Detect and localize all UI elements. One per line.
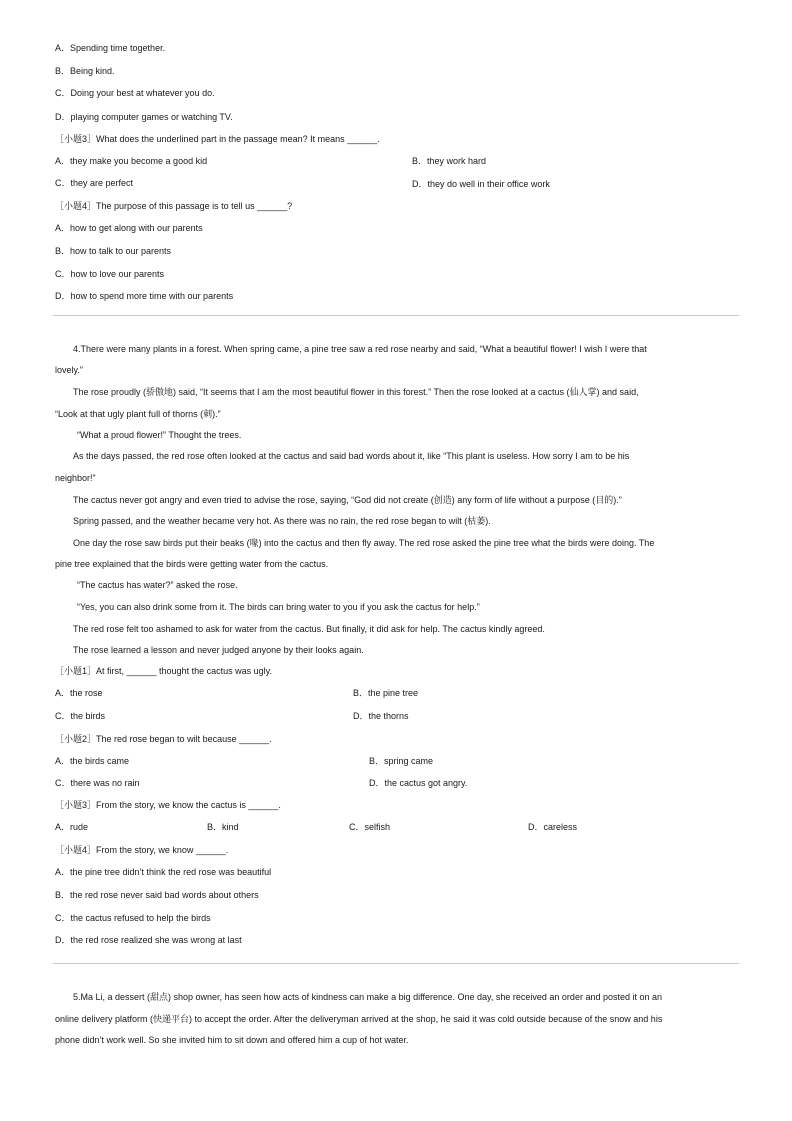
option-d: D．how to spend more time with our parents: [55, 291, 234, 301]
option-a: A．the pine tree didn’t think the red rose was beautiful: [55, 867, 272, 877]
passage-line: 4.There were many plants in a forest. When spring came, a pine tree saw a red rose nearby and said, “What a beautiful flower! I wish I were that: [73, 344, 647, 354]
option-d: D．the thorns: [353, 711, 409, 721]
question-stem: ［小题1］At first, ______ thought the cactus was ugly.: [55, 666, 272, 676]
section-divider: [53, 963, 739, 964]
option-a: A．the rose: [55, 688, 103, 698]
passage-line: The red rose felt too ashamed to ask for water from the cactus. But finally, it did ask for help. The cactus kindly agreed.: [73, 624, 545, 634]
question-stem: ［小题4］From the story, we know ______.: [55, 845, 229, 855]
question-stem: ［小题3］What does the underlined part in the passage mean? It means ______.: [55, 134, 380, 144]
option-d: D．playing computer games or watching TV.: [55, 112, 233, 122]
passage-line: The cactus never got angry and even tried to advise the rose, saying, “God did not create (创造) any form of life without a purpose (目的).”: [73, 495, 622, 505]
passage-line: pine tree explained that the birds were getting water from the cactus.: [55, 559, 329, 569]
passage-line: The rose proudly (骄傲地) said, “It seems that I am the most beautiful flower in this forest.” Then the rose looked at a cactus (仙人掌) and said,: [73, 387, 639, 397]
option-a: A．rude: [55, 822, 89, 832]
option-c: C．the cactus refused to help the birds: [55, 913, 211, 923]
passage-line: One day the rose saw birds put their beaks (喙) into the cactus and then fly away. The red rose asked the pine tree what the birds were doing. The: [73, 538, 655, 548]
question-stem: ［小题2］The red rose began to wilt because ______.: [55, 734, 272, 744]
option-a: A．they make you become a good kid: [55, 156, 208, 166]
option-d: D．the cactus got angry.: [369, 778, 468, 788]
option-b: B．the pine tree: [353, 688, 419, 698]
option-b: B．the red rose never said bad words about others: [55, 890, 259, 900]
option-a: A．how to get along with our parents: [55, 223, 203, 233]
passage-line: As the days passed, the red rose often looked at the cactus and said bad words about it, like “This plant is useless. How sorry I am to be his: [73, 451, 630, 461]
passage-line: online delivery platform (快递平台) to accept the order. After the deliveryman arrived at the shop, he said it was cold outside because of the snow and his: [55, 1014, 663, 1024]
passage-line: “Look at that ugly plant full of thorns (刺).”: [55, 409, 221, 419]
option-c: C．they are perfect: [55, 178, 134, 188]
section-divider: [53, 315, 739, 316]
option-c: C．how to love our parents: [55, 269, 165, 279]
passage-line: lovely.”: [55, 365, 83, 375]
option-a: A．the birds came: [55, 756, 130, 766]
passage-line: “What a proud flower!” Thought the trees.: [77, 430, 242, 440]
option-c: C．selfish: [349, 822, 391, 832]
option-c: C．the birds: [55, 711, 106, 721]
option-c: C．Doing your best at whatever you do.: [55, 88, 215, 98]
question-stem: ［小题3］From the story, we know the cactus is ______.: [55, 800, 281, 810]
option-b: B．kind: [207, 822, 239, 832]
passage-line: neighbor!”: [55, 473, 96, 483]
option-b: B．Being kind.: [55, 66, 115, 76]
option-b: B．spring came: [369, 756, 434, 766]
option-a: A．Spending time together.: [55, 43, 166, 53]
question-stem: ［小题4］The purpose of this passage is to tell us ______?: [55, 201, 293, 211]
option-d: D．careless: [528, 822, 578, 832]
option-c: C．there was no rain: [55, 778, 140, 788]
option-b: B．how to talk to our parents: [55, 246, 172, 256]
passage-line: 5.Ma Li, a dessert (甜点) shop owner, has seen how acts of kindness can make a big difference. One day, she received an order and posted it on an: [73, 992, 663, 1002]
passage-line: “Yes, you can also drink some from it. The birds can bring water to you if you ask the cactus for help.”: [77, 602, 480, 612]
option-d: D．the red rose realized she was wrong at last: [55, 935, 242, 945]
passage-line: “The cactus has water?” asked the rose.: [77, 580, 238, 590]
passage-line: The rose learned a lesson and never judged anyone by their looks again.: [73, 645, 364, 655]
passage-line: Spring passed, and the weather became very hot. As there was no rain, the red rose began to wilt (枯萎).: [73, 516, 491, 526]
option-b: B．they work hard: [412, 156, 487, 166]
passage-line: phone didn’t work well. So she invited him to sit down and offered him a cup of hot water.: [55, 1035, 409, 1045]
option-d: D．they do well in their office work: [412, 179, 550, 189]
